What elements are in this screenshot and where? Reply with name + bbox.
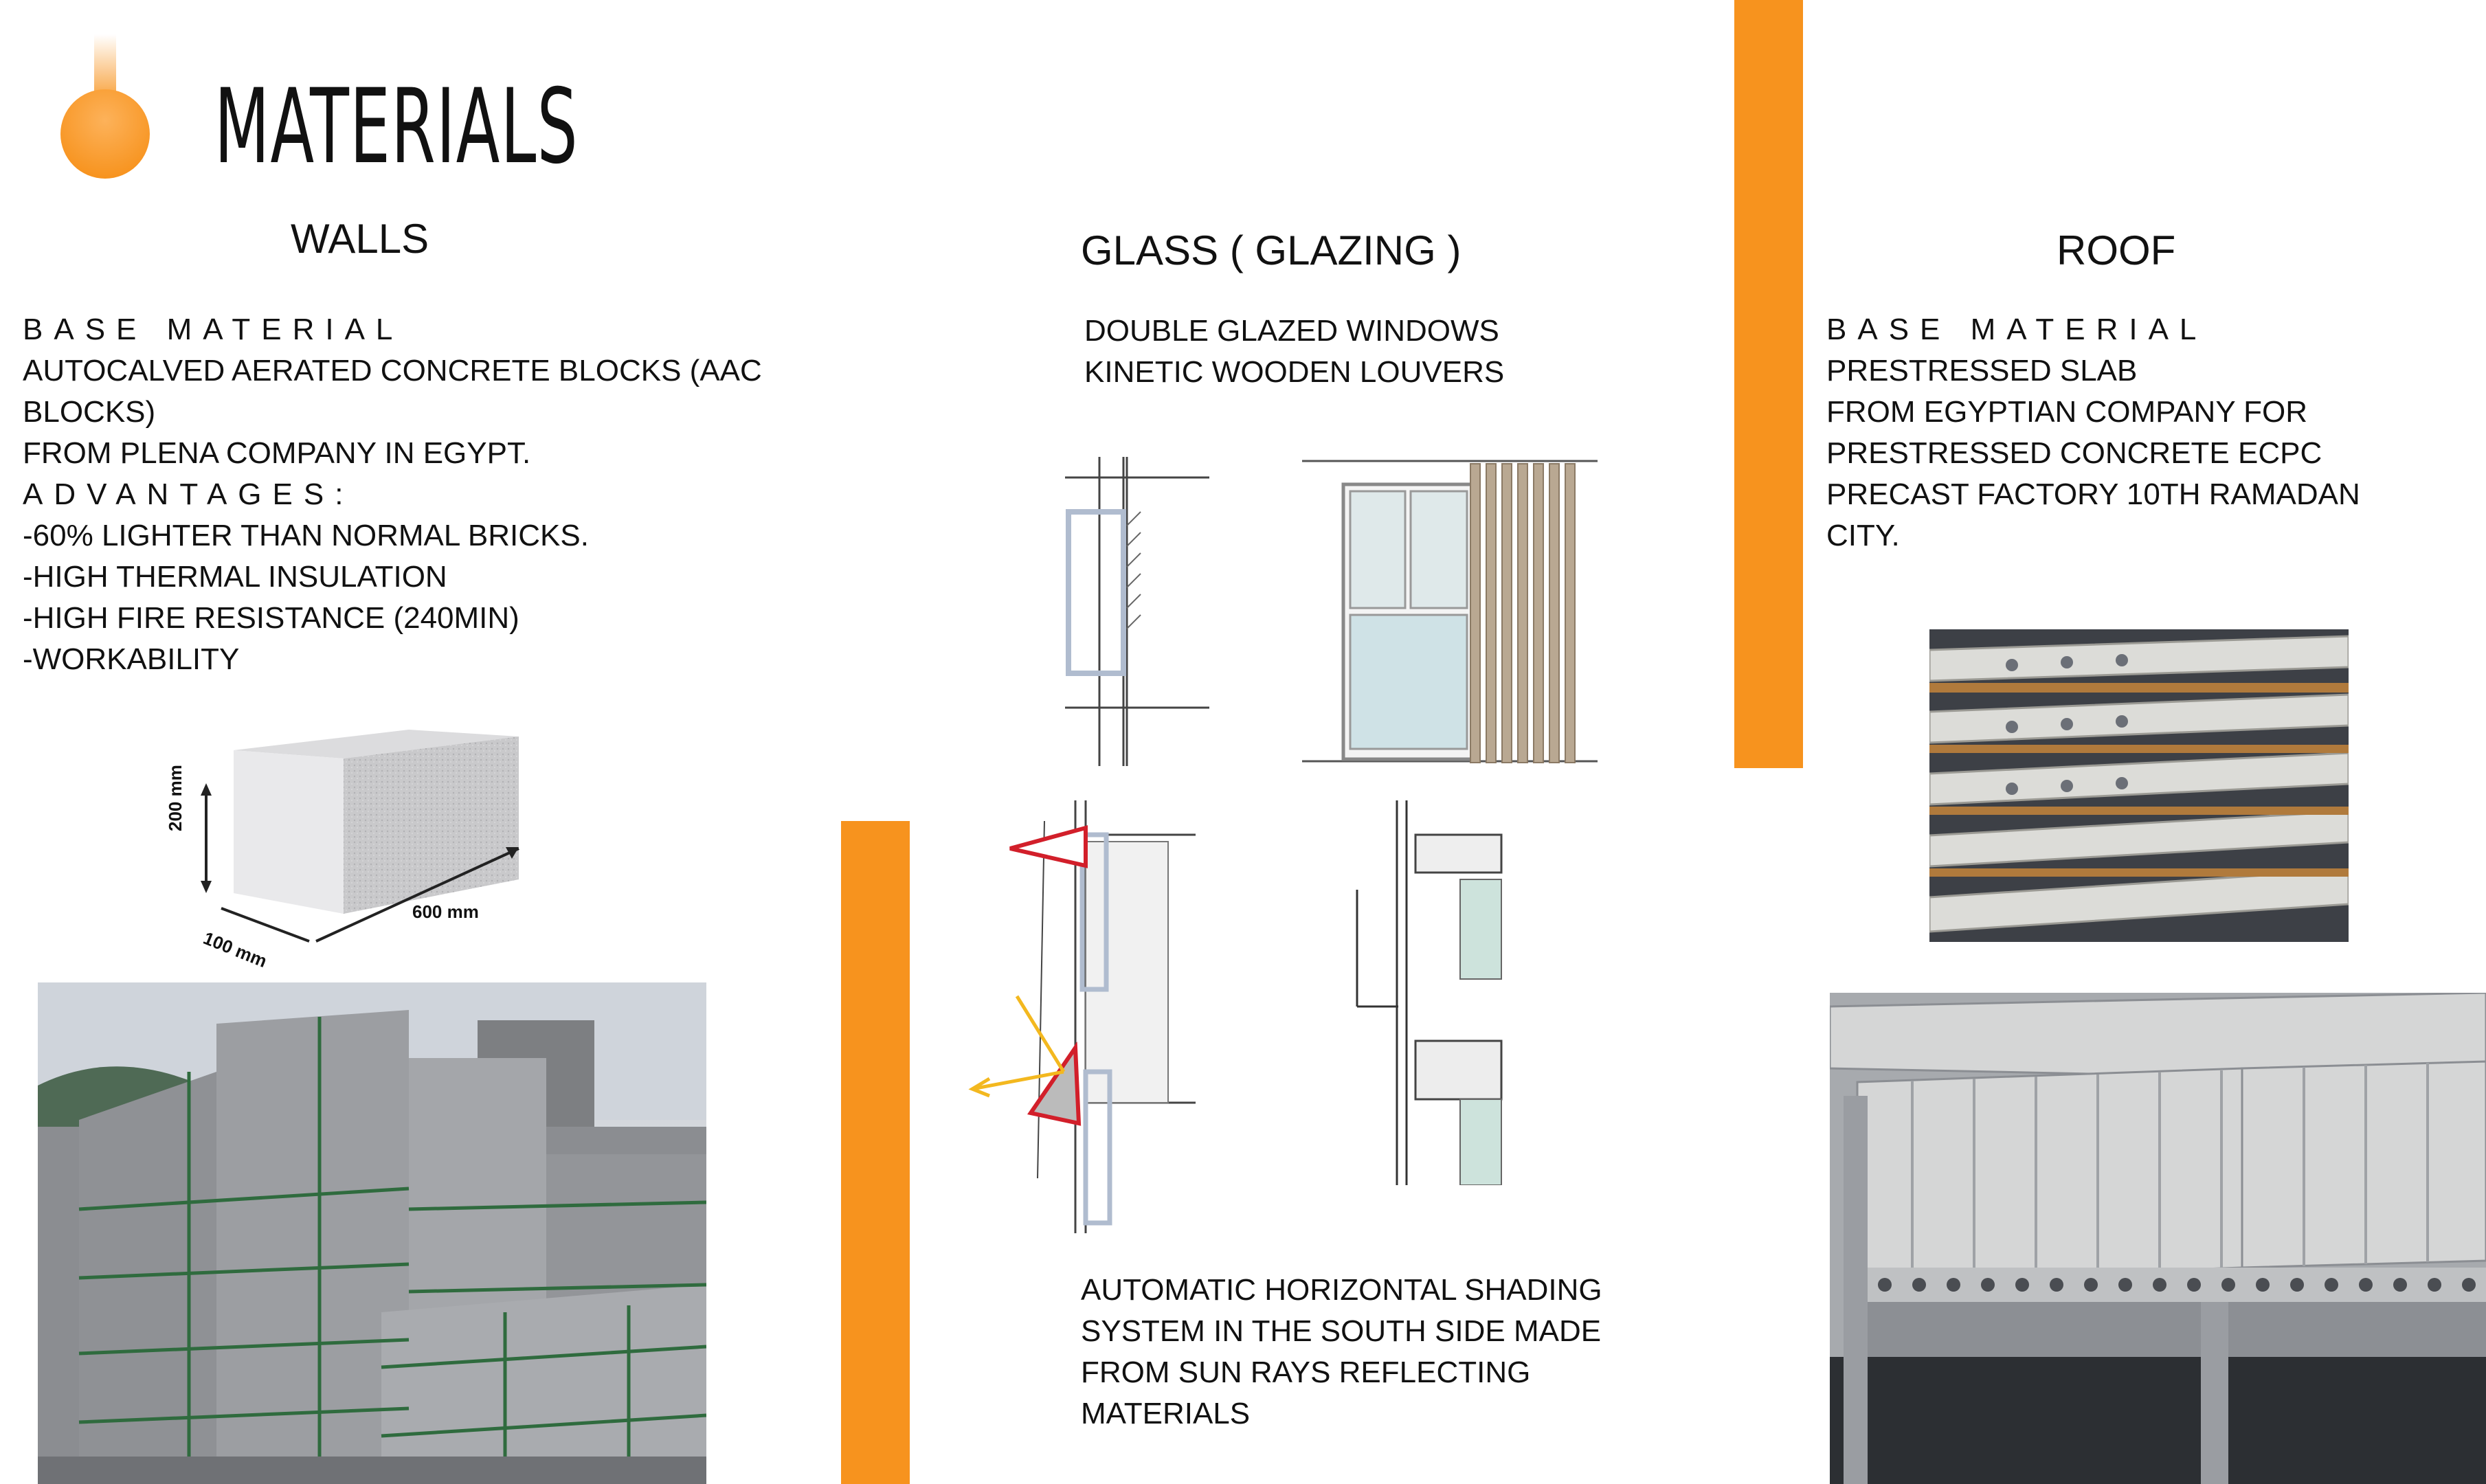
shading-line-2: SYSTEM IN THE SOUTH SIDE MADE [1081, 1314, 1602, 1348]
walls-base-label: BASE MATERIAL [23, 313, 404, 346]
walls-advantage-2: -HIGH THERMAL INSULATION [23, 560, 447, 594]
block-length-label: 600 mm [412, 901, 479, 922]
walls-line-3: FROM PLENA COMPANY IN EGYPT. [23, 436, 531, 470]
glass-line-1: DOUBLE GLAZED WINDOWS [1084, 314, 1499, 348]
roof-heading: ROOF [2057, 227, 2176, 273]
shading-line-4: MATERIALS [1081, 1397, 1251, 1430]
roof-line-3: PRESTRESSED CONCRETE ECPC [1826, 436, 2322, 470]
shading-line-3: FROM SUN RAYS REFLECTING [1081, 1356, 1531, 1389]
roof-line-2: FROM EGYPTIAN COMPANY FOR [1826, 395, 2307, 429]
walls-line-2: BLOCKS) [23, 395, 156, 429]
block-width-label: 100 mm [200, 928, 270, 972]
block-height-label: 200 mm [165, 765, 186, 831]
hollow-core-slab-photo [1830, 993, 2486, 1484]
shading-line-1: AUTOMATIC HORIZONTAL SHADING [1081, 1273, 1602, 1307]
orange-divider-left [841, 821, 910, 1484]
glass-heading: GLASS ( GLAZING ) [1081, 227, 1462, 273]
walls-advantage-4: -WORKABILITY [23, 642, 240, 676]
shading-system-diagram [955, 800, 1202, 1233]
roof-line-4: PRECAST FACTORY 10TH RAMADAN [1826, 477, 2360, 511]
roof-base-label: BASE MATERIAL [1826, 313, 2208, 346]
page-title: MATERIALS [214, 67, 579, 187]
bulb-icon [54, 34, 157, 182]
walls-advantage-1: -60% LIGHTER THAN NORMAL BRICKS. [23, 519, 589, 552]
window-louvers-drawing [1302, 457, 1598, 766]
window-section-drawing [1058, 457, 1209, 766]
walls-advantage-3: -HIGH FIRE RESISTANCE (240MIN) [23, 601, 519, 635]
aac-stacks-photo [38, 982, 706, 1484]
roof-line-1: PRESTRESSED SLAB [1826, 354, 2138, 387]
walls-line-1: AUTOCALVED AERATED CONCRETE BLOCKS (AAC [23, 354, 762, 387]
glass-line-2: KINETIC WOODEN LOUVERS [1084, 355, 1505, 389]
walls-heading: WALLS [291, 216, 429, 262]
shading-section-drawing [1350, 800, 1529, 1185]
prestressed-slab-stack-photo [1929, 629, 2349, 942]
orange-divider-right [1734, 0, 1803, 768]
roof-line-5: CITY. [1826, 519, 1900, 552]
walls-advantages-label: ADVANTAGES: [23, 477, 355, 511]
